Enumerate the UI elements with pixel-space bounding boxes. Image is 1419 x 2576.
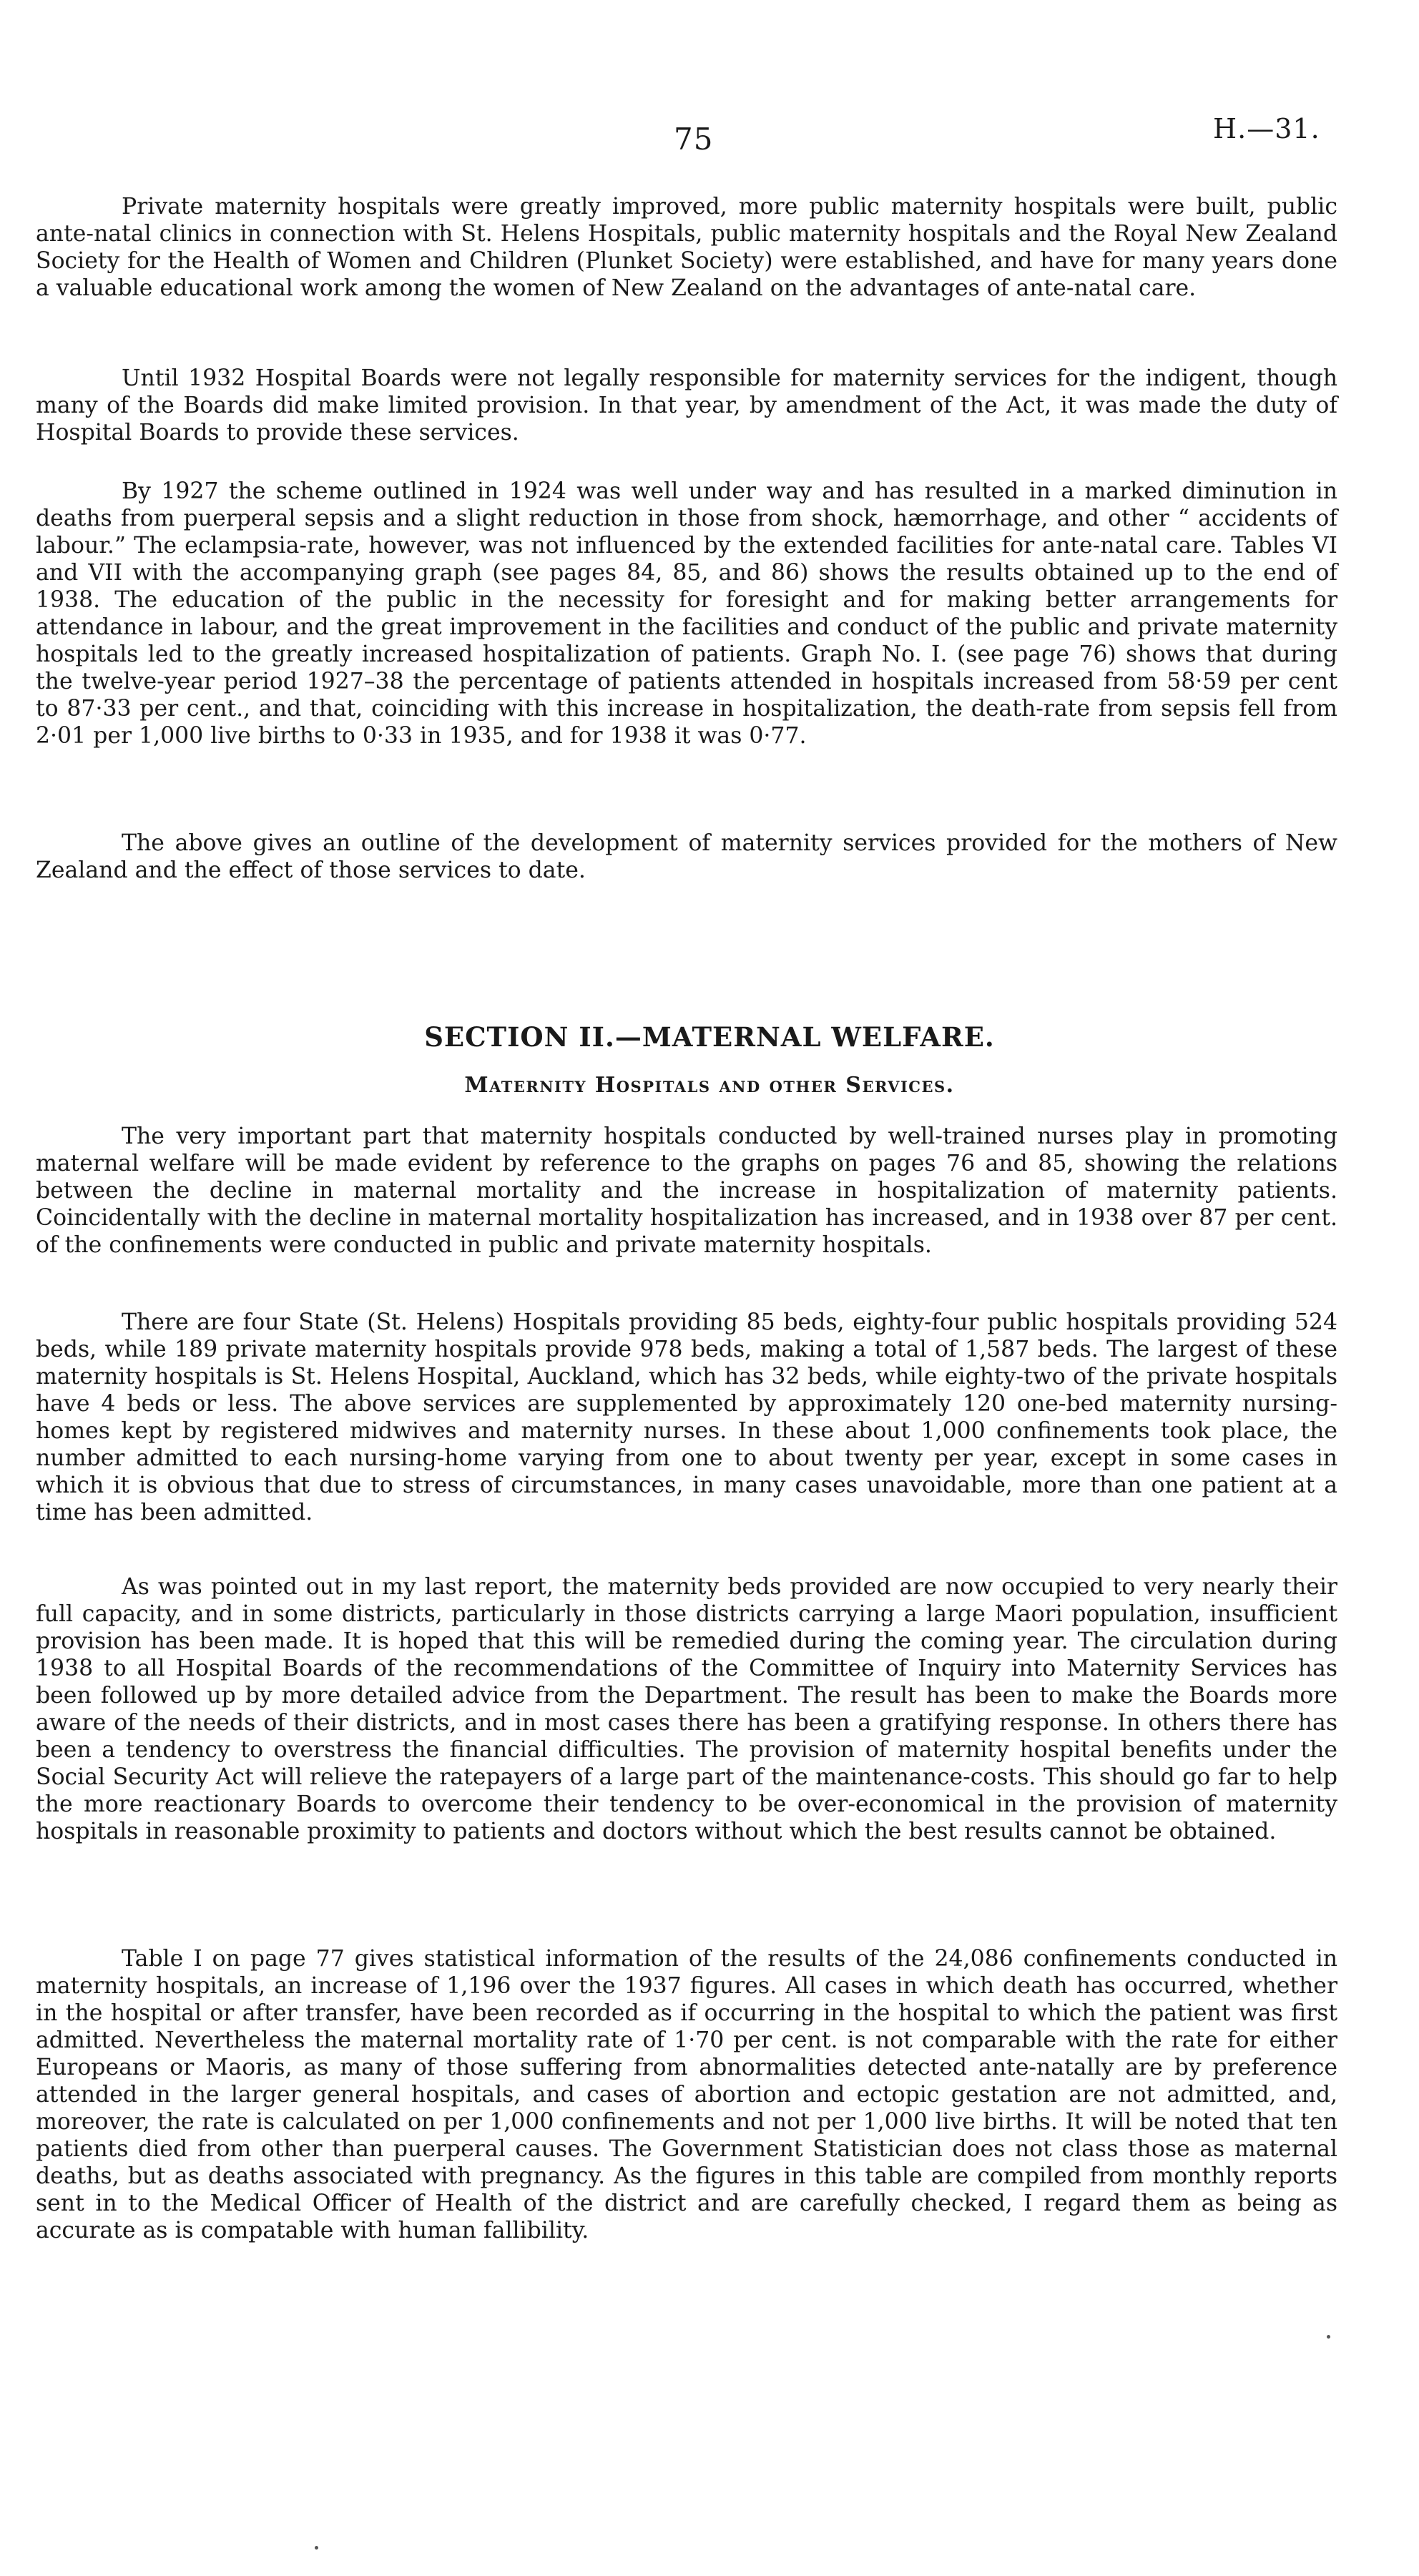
section-heading: SECTION II.—MATERNAL WELFARE.: [424, 1021, 995, 1053]
section-paragraph-3: As was pointed out in my last report, the maternity beds provided are now occupied to very nearly their full capacity, and in some districts, particularly in those districts carrying a large Maori population, insufficient provision has been made. It is hoped that this will be remedied during the coming year. The circulation during 1938 to all Hospital Boards of the recommendations of the Committee of Inquiry into Maternity Services has been followed up by more detailed advice from the Department. The result has been to make the Boards more aware of the needs of their districts, and in most cases there has been a gratifying response. In others there has been a tendency to overstress the financial difficulties. The provision of maternity hospital benefits under the Social Security Act will relieve the ratepayers of a large part of the maintenance-costs. This should go far to help the more reactionary Boards to overcome their tendency to be over-economical in the provision of maternity hospitals in reasonable proximity to patients and doctors without which the best results cannot be obtained.: [36, 1574, 1337, 1844]
section-paragraph-1: The very important part that maternity hospitals conducted by well-trained nurses play in promoting maternal welfare will be made evident by reference to the graphs on pages 76 and 85, showing the relations between the decline in maternal mortality and the increase in hospitalization of maternity patients. Coincidentally with the decline in maternal mortality hospitalization has increased, and in 1938 over 87 per cent. of the confinements were conducted in public and private maternity hospitals.: [36, 1124, 1337, 1258]
intro-paragraph-3: By 1927 the scheme outlined in 1924 was well under way and has resulted in a marked diminution in deaths from puerperal sepsis and a slight reduction in those from shock, hæmorrhage, and other “ accidents of labour.” The eclampsia-rate, however, was not influenced by the extended facilities for ante-natal care. Tables VI and VII with the accompanying graph (see pages 84, 85, and 86) shows the results obtained up to the end of 1938. The education of the public in the necessity for foresight and for making better arrangements for attendance in labour, and the great improvement in the facilities and conduct of the public and private maternity hospitals led to the greatly increased hospitalization of patients. Graph No. I. (see page 76) shows that during the twelve-year period 1927–38 the percentage of patients attended in hospitals increased from 58·59 per cent to 87·33 per cent., and that, coinciding with this increase in hospitalization, the death-rate from sepsis fell from 2·01 per 1,000 live births to 0·33 in 1935, and for 1938 it was 0·77.: [36, 478, 1337, 749]
document-reference: H.—31.: [1213, 113, 1320, 144]
scan-speck: [1327, 2335, 1330, 2339]
intro-paragraph-1: Private maternity hospitals were greatly improved, more public maternity hospitals were built, public ante-natal clinics in connection with St. Helens Hospitals, public maternity hospitals and the Royal New Zealand Society for the Health of Women and Children (Plunket Society) were established, and have for many years done a valuable educational work among the women of New Zealand on the advantages of ante-natal care.: [36, 194, 1337, 301]
section-paragraph-4: Table I on page 77 gives statistical information of the results of the 24,086 confinements conducted in maternity hospitals, an increase of 1,196 over the 1937 figures. All cases in which death has occurred, whether in the hospital or after transfer, have been recorded as if occurring in the hospital to which the patient was first admitted. Nevertheless the maternal mortality rate of 1·70 per cent. is not comparable with the rate for either Europeans or Maoris, as many of those suffering from abnormalities detected ante-natally are by preference attended in the larger general hospitals, and cases of abortion and ectopic gestation are not admitted, and, moreover, the rate is calculated on per 1,000 confinements and not per 1,000 live births. It will be noted that ten patients died from other than puerperal causes. The Government Statistician does not class those as maternal deaths, but as deaths associated with pregnancy. As the figures in this table are compiled from monthly reports sent in to the Medical Officer of Health of the district and are carefully checked, I regard them as being as accurate as is compatable with human fallibility.: [36, 1946, 1337, 2243]
intro-paragraph-2: Until 1932 Hospital Boards were not legally responsible for maternity services for the indigent, though many of the Boards did make limited provision. In that year, by amendment of the Act, it was made the duty of Hospital Boards to provide these services.: [36, 365, 1337, 446]
section-paragraph-2: There are four State (St. Helens) Hospitals providing 85 beds, eighty-four public hospitals providing 524 beds, while 189 private maternity hospitals provide 978 beds, making a total of 1,587 beds. The largest of these maternity hospitals is St. Helens Hospital, Auckland, which has 32 beds, while eighty-two of the private hospitals have 4 beds or less. The above services are supplemented by approximately 120 one-bed maternity nursing-homes kept by registered midwives and maternity nurses. In these about 1,000 confinements took place, the number admitted to each nursing-home varying from one to about twenty per year, except in some cases in which it is obvious that due to stress of circumstances, in many cases unavoidable, more than one patient at a time has been admitted.: [36, 1309, 1337, 1525]
scan-speck: [315, 2546, 318, 2550]
page-number: 75: [674, 122, 714, 157]
intro-paragraph-4: The above gives an outline of the development of maternity services provided for the mothers of New Zealand and the effect of those services to date.: [36, 830, 1337, 883]
section-subheading: Maternity Hospitals and other Services.: [464, 1073, 955, 1098]
